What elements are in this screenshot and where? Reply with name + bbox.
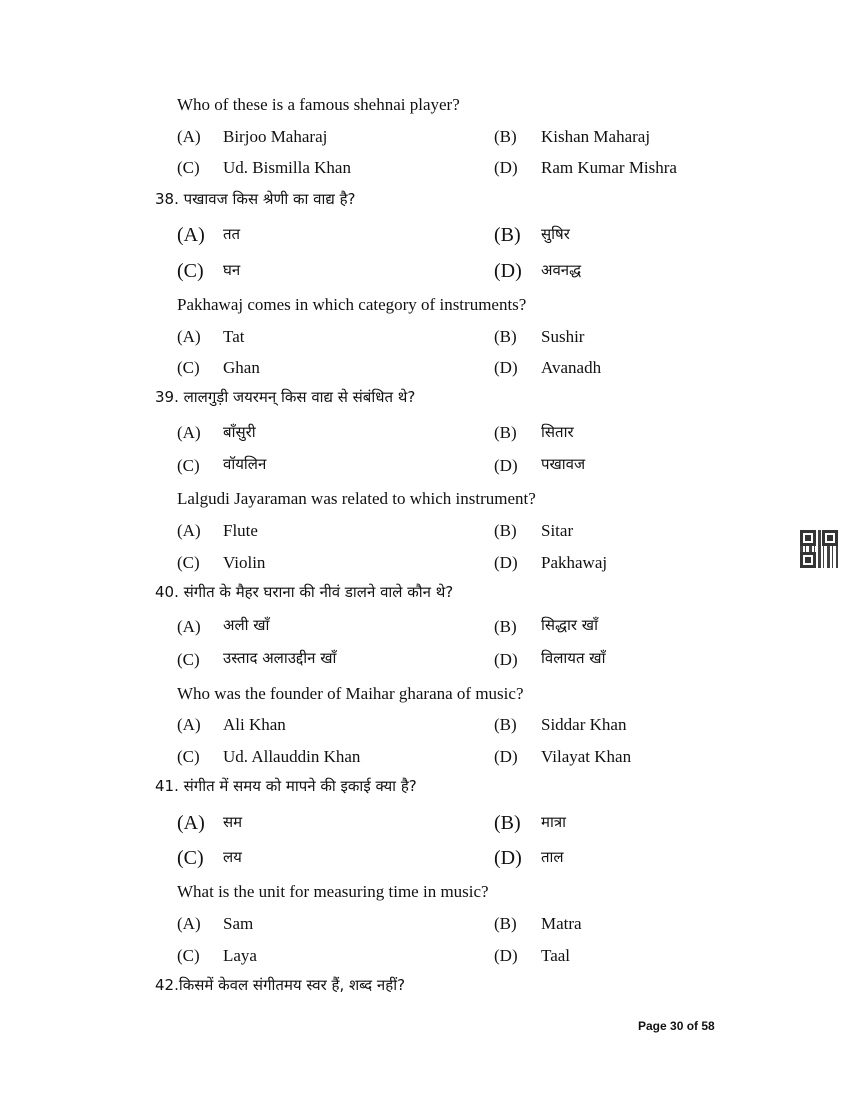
option-text: Sam	[223, 914, 254, 933]
option-label: (D)	[494, 358, 518, 377]
option-text: Violin	[223, 553, 266, 572]
option-label: (D)	[494, 456, 518, 475]
option-label: (A)	[177, 812, 205, 834]
option-text: अली खाँ	[223, 616, 270, 634]
option-label: (C)	[177, 553, 200, 572]
option-text: ताल	[541, 848, 564, 866]
option-label: (C)	[177, 158, 200, 177]
option-label: (B)	[494, 812, 521, 834]
option-text: Ghan	[223, 358, 260, 377]
option-label: (D)	[494, 260, 522, 282]
option-label: (C)	[177, 260, 204, 282]
option-label: (A)	[177, 715, 201, 734]
option-text: सितार	[541, 423, 574, 441]
option-text: सिद्धार खाँ	[541, 616, 598, 634]
option-label: (D)	[494, 946, 518, 965]
option-label: (A)	[177, 327, 201, 346]
option-label: (A)	[177, 617, 201, 636]
option-label: (A)	[177, 914, 201, 933]
question-text: Who was the founder of Maihar gharana of music?	[177, 684, 524, 703]
option-text: विलायत खाँ	[541, 649, 606, 667]
option-label: (B)	[494, 914, 517, 933]
question-text: Pakhawaj comes in which category of instruments?	[177, 295, 527, 314]
option-text: Matra	[541, 914, 582, 933]
option-label: (C)	[177, 946, 200, 965]
qr-code-icon	[800, 530, 838, 568]
option-label: (B)	[494, 715, 517, 734]
option-text: Pakhawaj	[541, 553, 608, 572]
option-text: घन	[223, 261, 241, 279]
option-label: (D)	[494, 747, 518, 766]
option-label: (C)	[177, 847, 204, 869]
option-text: Avanadh	[541, 358, 602, 377]
option-label: (C)	[177, 747, 200, 766]
option-label: (D)	[494, 553, 518, 572]
option-text: तत	[223, 225, 241, 243]
option-label: (A)	[177, 224, 205, 246]
question-text: Lalgudi Jayaraman was related to which instrument?	[177, 489, 536, 508]
option-label: (B)	[494, 127, 517, 146]
option-label: (D)	[494, 158, 518, 177]
option-text: अवनद्ध	[541, 261, 582, 279]
option-text: Tat	[223, 327, 245, 346]
option-text: बाँसुरी	[223, 423, 256, 441]
option-label: (D)	[494, 847, 522, 869]
option-text: Sushir	[541, 327, 585, 346]
option-text: Ram Kumar Mishra	[541, 158, 677, 177]
option-label: (C)	[177, 456, 200, 475]
question-text: What is the unit for measuring time in music?	[177, 882, 489, 901]
option-text: Ud. Allauddin Khan	[223, 747, 361, 766]
option-label: (A)	[177, 423, 201, 442]
question-text: 40. संगीत के मैहर घराना की नीवं डालने वाले कौन थे?	[155, 583, 454, 601]
option-text: Sitar	[541, 521, 574, 540]
option-text: Ali Khan	[223, 715, 286, 734]
option-label: (C)	[177, 358, 200, 377]
option-label: (B)	[494, 224, 521, 246]
option-text: सुषिर	[541, 225, 570, 243]
option-text: उस्ताद अलाउद्दीन खाँ	[223, 649, 337, 667]
option-label: (B)	[494, 617, 517, 636]
option-text: Laya	[223, 946, 257, 965]
option-text: सम	[223, 813, 243, 831]
question-text: 41. संगीत में समय को मापने की इकाई क्या है?	[155, 777, 417, 795]
option-text: Vilayat Khan	[541, 747, 632, 766]
option-text: Flute	[223, 521, 258, 540]
question-text: 39. लालगुड़ी जयरमन् किस वाद्य से संबंधित थे?	[155, 388, 416, 406]
option-label: (A)	[177, 127, 201, 146]
option-text: Ud. Bismilla Khan	[223, 158, 351, 177]
option-text: लय	[223, 848, 242, 866]
option-label: (B)	[494, 327, 517, 346]
question-text: 42.किसमें केवल संगीतमय स्वर हैं, शब्द नहीं?	[155, 976, 406, 994]
option-text: मात्रा	[541, 813, 567, 831]
option-text: Taal	[541, 946, 571, 965]
option-label: (B)	[494, 423, 517, 442]
option-label: (C)	[177, 650, 200, 669]
option-text: पखावज	[541, 455, 586, 473]
option-label: (A)	[177, 521, 201, 540]
option-label: (D)	[494, 650, 518, 669]
page-number: Page 30 of 58	[638, 1019, 715, 1033]
option-label: (B)	[494, 521, 517, 540]
option-text: Birjoo Maharaj	[223, 127, 328, 146]
question-text: Who of these is a famous shehnai player?	[177, 95, 460, 114]
option-text: Siddar Khan	[541, 715, 627, 734]
option-text: Kishan Maharaj	[541, 127, 651, 146]
option-text: वॉयलिन	[223, 455, 267, 473]
question-text: 38. पखावज किस श्रेणी का वाद्य है?	[155, 190, 356, 208]
